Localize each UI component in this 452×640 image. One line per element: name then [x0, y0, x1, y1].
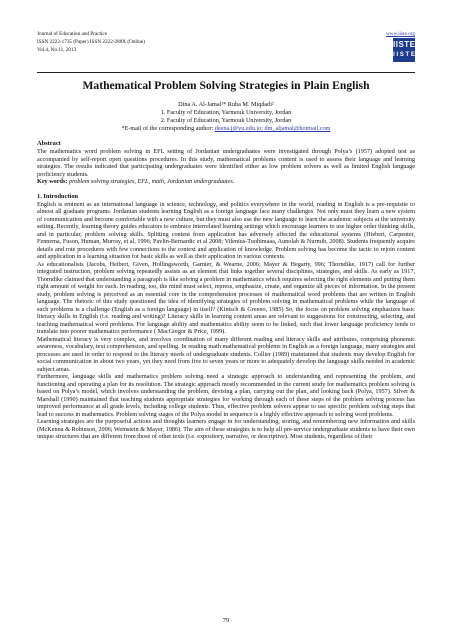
introduction-section	[37, 193, 415, 441]
intro-paragraph: Learning strategies are the purposeful actions and thoughts learners engage in for understanding, storing, and remembering new information and skills (McKenna & Robinson, 2006; Weinstein & Mayer, 1986). The aim of these strategies is to help all pre-service undergraduate students to have their own unique structures that are different from those of other texts (i.e. expository, narrative, or descriptive). Most students, regardless of their	[37, 418, 415, 441]
journal-header	[37, 30, 415, 72]
corresponding-email	[37, 125, 415, 133]
abstract-section	[37, 140, 415, 186]
introduction-heading: 1. Introduction	[37, 192, 79, 200]
journal-url-link[interactable]: www.iiste.org	[386, 31, 415, 37]
keywords-text: problem solving strategies, EFL, math, Jordanian undergraduates.	[68, 178, 235, 186]
author-names: Dina A. Al-Jamal¹* Ruba M. Miqdadi²	[178, 101, 274, 108]
email-label: *E-mail of the corresponding author:	[121, 125, 215, 132]
logo-text: IISTE	[393, 40, 416, 49]
abstract-text: The mathematics word problem solving in EFL setting of Jordanian undergraduates were investigated through Polya’s (1957) adopted test as accompanied by self-report open questions procedures. In this study, mathematical problems content is used to assess their language and learning strategies. The results indicated that participating undergraduates were identified either as low problem solvers as well as limited English language proficiency students.	[37, 148, 415, 178]
intro-paragraph: English is eminent as an international language in science, technology, and politics everywhere in the world, reading in English is a pre-requisite to almost all graduate programs. Jordanian students learning English as a foreign language face many challenges. Not only must they learn a new system of communication and become comfortable with a new culture, but they must also use the new language to learn the academic subjects at the university setting. Recently, learning theory guides educators to embrace interrelated learning settings which encourage learners to use higher order thinking skills, and in particular, problem solving skills. Splitting content from application has adversely affected the educational systems (Hiebert, Carpenter, Fennema, Fuson, Human, Murray, et al, 1996; Pavlin-Bernardic et al 2008; Vilenius-Tuohimaaa, Aunolab & Nurmib, 2008). Students frequently acquire details and rote procedures with few connections to the context and application of knowledge. Problem solving has become the tactic to rejoin content and application in a learning situation for basic skills as well as their application in various contexts.	[37, 200, 415, 261]
intro-paragraph: Furthermore, language skills and mathematics problem solving need a strategic approach to understanding and representing the problem, and functioning and operating a plan for its resolution. The strategic approach mostly recommended in the current study for mathematics problem solving is based on Polya’s model, which involves understanding the problem, devising a plan, carrying out the plan, and looking back (Polya, 1957). Silver & Marshall (1990) maintained that teaching students appropriate strategies for working through each of these steps of the problem solving process has improved performance at all grade levels, including college students. Thus, effective problem solvers appear to use specific problem solving steps that lead to success in mathematics. Problem solving stages of the Polya model in sequence is a highly effective approach to solving word problems.	[37, 373, 415, 418]
intro-paragraph: Mathematical literacy is very complex, and involves coordination of many different reading and literacy skills and attributes, comprising phonemic awareness, vocabulary, text comprehension, and spelling. In reading math mathematical problems in English as a foreign language, many strategies and processes are used in order to respond to the literacy needs of undergraduate students. Collier (1989) maintained that students may develop English for social communication in about two years, yet they need from five to seven years or more to adequately develop the language skills needed in academic subject areas.	[37, 335, 415, 373]
intro-paragraph: As educationalists (Jacobs, Heibert, Given, Hollingsworth, Garnier, & Wearne, 2006; Mayer & Hegarty, 996; Thorndike, 1917) call for further integrated instruction, problem solving repeatedly assists as an element that links together several disciplines, strategies, and skills. As early as 1917, Thorndike claimed that understanding a paragraph is like solving a problem in mathematics which requires selecting the right elements and putting them right amount of weight for each. In reading, too, the mind must select, repress, emphasize, create, and organize all pieces of information. In the present study, problem solving is perceived as an essential core in the comprehension processes of mathematical word problems that are written in English language. The rhetoric of this study questioned the idea of identifying strategies of problem solving in mathematical problems while the language of such problems is a challenge (English as a foreign language) in itself? (Kintsch & Greeno, 1985) So, the focus on problem solving emphasizes basic literacy skills in English (i.e. reading and writing)? Literacy skills in learning content areas are relevant to suggestions for constructing, selecting, and teaching mathematical word problems. For language ability and mathematics ability seem to be linked, such that lower language proficiency tends to translate into poorer mathematics performance ( MacGregor & Price, 1999).	[37, 260, 415, 336]
iiste-logo	[393, 38, 415, 62]
logo-subtext: I I S T E	[393, 52, 415, 58]
page-number: 79	[222, 617, 230, 624]
affiliation-2: 2. Faculty of Education, Yarmouk University, Jordan	[160, 117, 292, 124]
author-block	[37, 101, 415, 133]
keywords-label: Key words:	[37, 178, 68, 186]
keywords-line	[37, 178, 415, 186]
affiliation-1: 1. Faculty of Education, Yarmouk University, Jordan	[160, 109, 292, 116]
header-divider	[37, 72, 415, 73]
abstract-heading: Abstract	[37, 140, 61, 147]
journal-issn: ISSN 2222-1735 (Paper) ISSN 2222-288X (Online)	[37, 39, 145, 45]
email-link[interactable]: deena.j@yu.edu.jo; dm_aljamal@hotmail.com	[214, 125, 331, 132]
journal-name: Journal of Education and Practice	[37, 31, 108, 37]
journal-volume: Vol.4, No.11, 2013	[37, 47, 77, 53]
paper-title: Mathematical Problem Solving Strategies in Plain English	[82, 79, 370, 92]
journal-info	[37, 30, 415, 54]
